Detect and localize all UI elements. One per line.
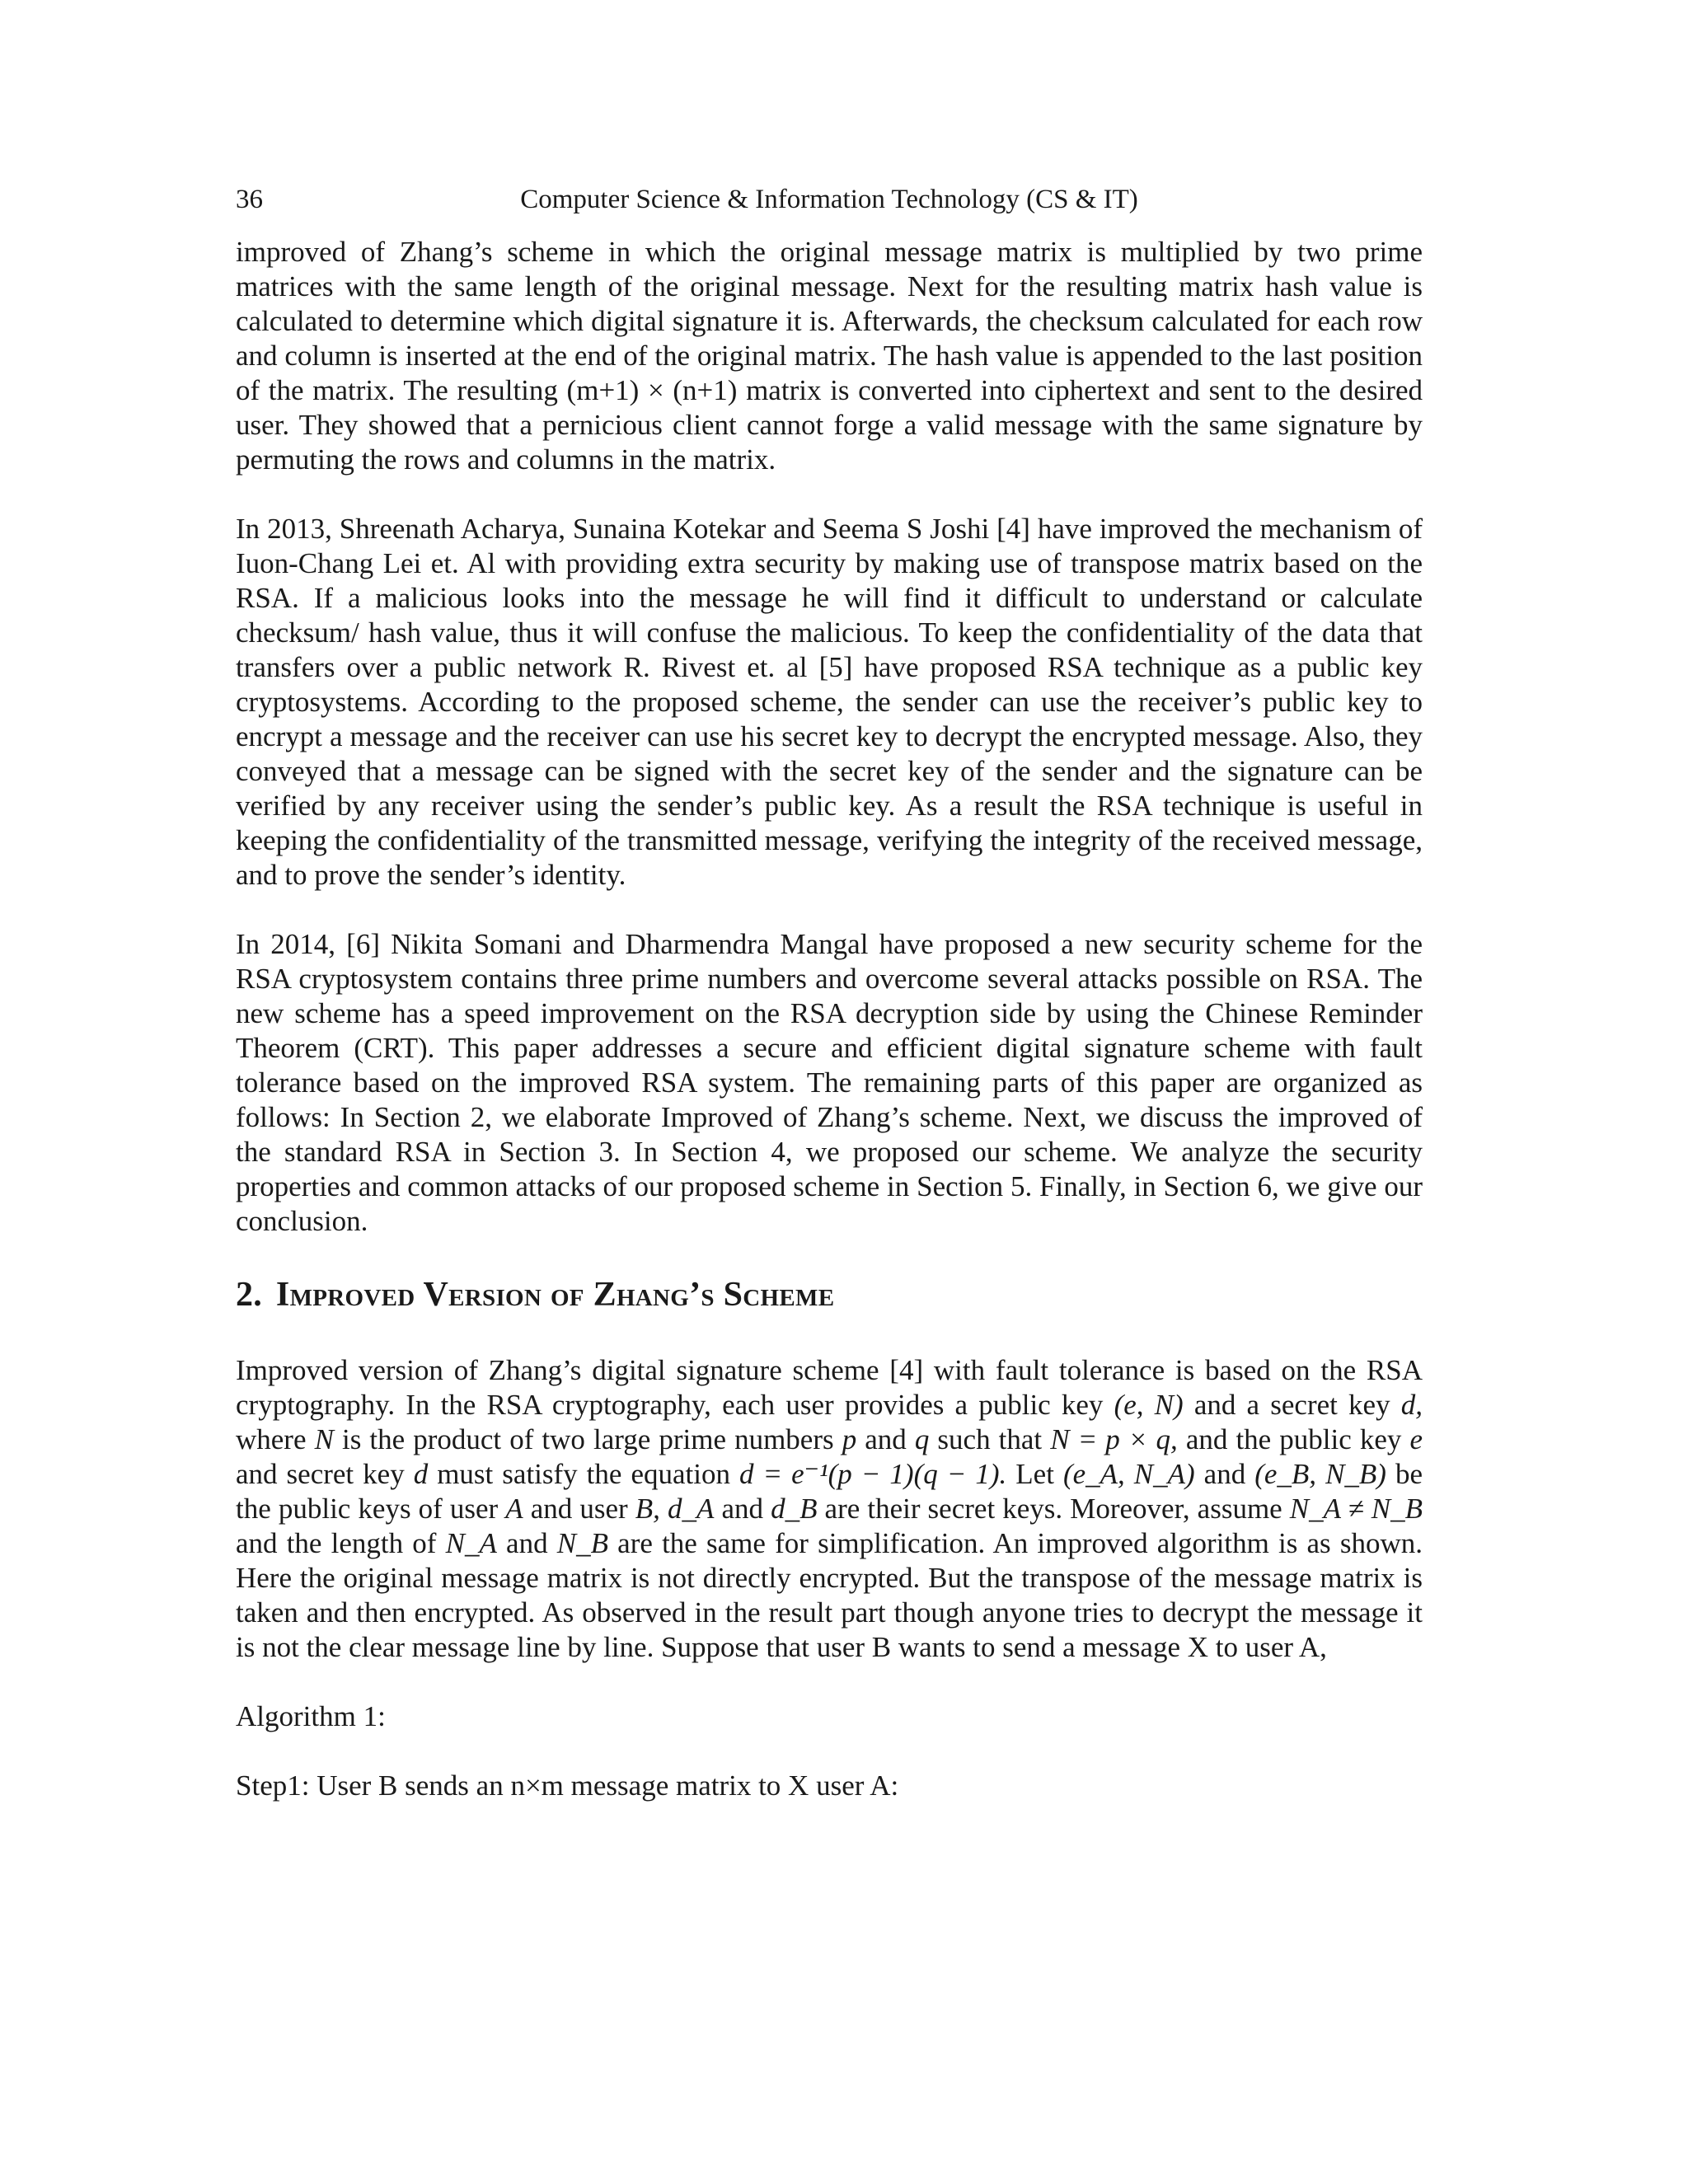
math-inline: q [914, 1423, 930, 1455]
text-run: and [714, 1493, 771, 1525]
running-header [236, 183, 1423, 216]
paragraph-rsa-setup [236, 1353, 1423, 1665]
math-inline: N = p × q, [1050, 1423, 1178, 1455]
text-run: and [496, 1527, 557, 1559]
math-inline: N_A ≠ N_B [1289, 1493, 1423, 1525]
math-inline: N_A [445, 1527, 497, 1559]
body-text [236, 235, 1423, 1838]
math-inline: e [1409, 1423, 1423, 1455]
section-heading [236, 1273, 1423, 1316]
math-inline: N [314, 1423, 334, 1455]
section-number: 2. [236, 1276, 263, 1314]
math-inline: A [505, 1493, 523, 1525]
math-inline: p [842, 1423, 857, 1455]
algorithm-label: Algorithm 1: [236, 1700, 386, 1732]
text-run: and a secret key [1183, 1389, 1401, 1421]
text-run: are their secret keys. Moreover, assume [817, 1493, 1290, 1525]
text-run: and [856, 1423, 915, 1455]
text-run: and the length of [236, 1527, 446, 1559]
text-run: and user [523, 1493, 635, 1525]
math-inline: (e_B, N_B) [1254, 1458, 1386, 1490]
section-title: Improved Version of Zhang’s Scheme [275, 1276, 835, 1314]
text-run: be the public keys of user [236, 1458, 1423, 1525]
text-run: and [1194, 1458, 1255, 1490]
text-run: Improved version of Zhang’s digital signature scheme [4] with fault tolerance is based on the RSA cryptography. In the RSA cryptography, each user provides a public key [236, 1354, 1423, 1421]
math-inline: d = e⁻¹(p − 1)(q − 1). [738, 1458, 1007, 1490]
math-inline: N_B [556, 1527, 608, 1559]
text-run: Let [1006, 1458, 1063, 1490]
journal-title: Computer Science & Information Technology (CS & IT) [520, 185, 1138, 214]
math-inline: d, [1400, 1389, 1423, 1421]
text-run: is the product of two large prime numbers [333, 1423, 842, 1455]
math-inline: (e, N) [1114, 1389, 1184, 1421]
math-inline: B, d_A [635, 1493, 715, 1525]
page-number: 36 [236, 185, 263, 214]
math-inline: d_B [771, 1493, 818, 1525]
text-run: where [236, 1423, 315, 1455]
math-inline: (e_A, N_A) [1062, 1458, 1195, 1490]
paragraph-somani-2014: In 2014, [6] Nikita Somani and Dharmendra Mangal have proposed a new security scheme for the RSA cryptosystem contains three prime numbers and overcome several attacks possible on RSA. The new scheme has a speed improvement on the RSA decryption side by using the Chinese Reminder Theorem (CRT). This paper addresses a secure and efficient digital signature scheme with fault tolerance based on the improved RSA system. The remaining parts of this paper are organized as follows: In Section 2, we elaborate Improved of Zhang’s scheme. Next, we discuss the improved of the standard RSA in Section 3. In Section 4, we proposed our scheme. We analyze the security properties and common attacks of our proposed scheme in Section 5. Finally, in Section 6, we give our conclusion. [236, 928, 1423, 1237]
algorithm-step-1: Step1: User B sends an n×m message matrix to X user A: [236, 1769, 899, 1802]
text-run: such that [929, 1423, 1051, 1455]
text-run: must satisfy the equation [428, 1458, 739, 1490]
paragraph-zhang-improved: improved of Zhang’s scheme in which the original message matrix is multiplied by two prime matrices with the same length of the original message. Next for the resulting matrix hash value is calculated to determine which digital signature it is. Afterwards, the checksum calculated for each row and column is inserted at the end of the original matrix. The hash value is appended to the last position of the matrix. The resulting (m+1) × (n+1) matrix is converted into ciphertext and sent to the desired user. They showed that a pernicious client cannot forge a valid message with the same signature by permuting the rows and columns in the matrix. [236, 236, 1423, 476]
paragraph-acharya-2013: In 2013, Shreenath Acharya, Sunaina Kotekar and Seema S Joshi [4] have improved the mechanism of Iuon-Chang Lei et. Al with providing extra security by making use of transpose matrix based on the RSA. If a malicious looks into the message he will find it difficult to understand or calculate checksum/ hash value, thus it will confuse the malicious. To keep the confidentiality of the data that transfers over a public network R. Rivest et. al [5] have proposed RSA technique as a public key cryptosystems. According to the proposed scheme, the sender can use the receiver’s public key to encrypt a message and the receiver can use his secret key to decrypt the encrypted message. Also, they conveyed that a message can be signed with the secret key of the sender and the signature can be verified by any receiver using the sender’s public key. As a result the RSA technique is useful in keeping the confidentiality of the transmitted message, verifying the integrity of the received message, and to prove the sender’s identity. [236, 513, 1423, 891]
math-inline: d [413, 1458, 429, 1490]
text-run: are the same for simplification. An improved algorithm is as shown. Here the original message matrix is not directly encrypted. But the transpose of the message matrix is taken and then encrypted. As observed in the result part though anyone tries to decrypt the message it is not the clear message line by line. Suppose that user B wants to send a message X to user A, [236, 1527, 1423, 1663]
text-run: and the public key [1177, 1423, 1410, 1455]
text-run: and secret key [236, 1458, 414, 1490]
